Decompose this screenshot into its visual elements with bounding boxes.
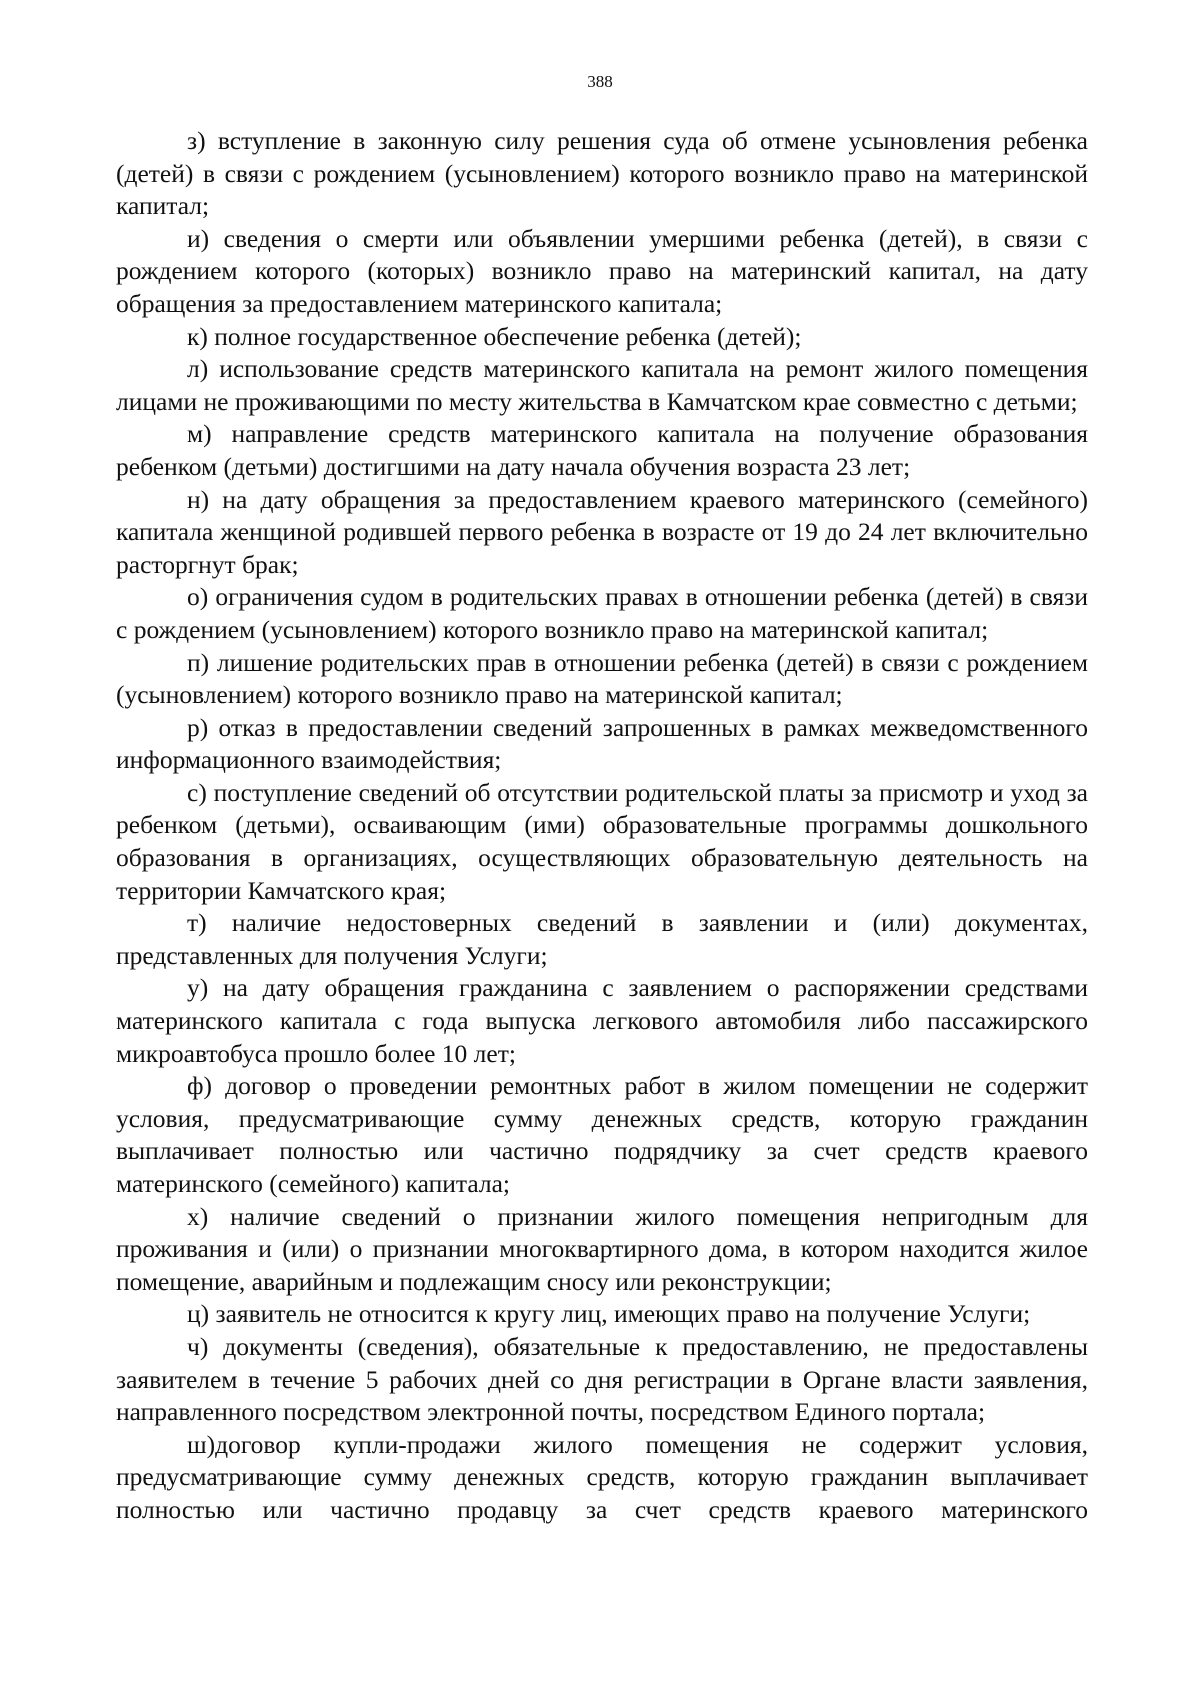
page-number: 388 bbox=[587, 72, 613, 91]
paragraph-o: о) ограничения судом в родительских правах в отношении ребенка (детей) в связи с рождением (усыновлением) которого возникло право на материнской капитал; bbox=[116, 582, 1088, 644]
document-body bbox=[116, 125, 1088, 1527]
paragraph-f: ф) договор о проведении ремонтных работ в жилом помещении не содержит условия, предусматривающие сумму денежных средств, которую гражданин выплачивает полностью или частично подрядчику за счет средств краевого материнского (семейного) капитала; bbox=[116, 1071, 1088, 1198]
paragraph-sh: ш)договор купли-продажи жилого помещения не содержит условия, предусматривающие сумму денежных средств, которую гражданин выплачивает полностью или частично продавцу за счет средств краевого материнского bbox=[116, 1429, 1088, 1524]
paragraph-ch: ч) документы (сведения), обязательные к предоставлению, не предоставлены заявителем в течение 5 рабочих дней со дня регистрации в Органе власти заявления, направленного посредством электронной почты, посредством Единого портала; bbox=[116, 1331, 1088, 1427]
paragraph-ts: ц) заявитель не относится к кругу лиц, имеющих право на получение Услуги; bbox=[187, 1299, 1031, 1329]
paragraph-t: т) наличие недостоверных сведений в заявлении и (или) документах, представленных для получения Услуги; bbox=[116, 908, 1088, 970]
paragraph-i: и) сведения о смерти или объявлении умершими ребенка (детей), в связи с рождением которого (которых) возникло право на материнский капитал, на дату обращения за предоставлением материнского капитала; bbox=[116, 223, 1088, 318]
paragraph-s: с) поступление сведений об отсутствии родительской платы за присмотр и уход за ребенком (детьми), осваивающим (ими) образовательные программы дошкольного образования в организациях, осуществляющих образовательную деятельность на территории Камчатского края; bbox=[116, 777, 1088, 905]
paragraph-k: к) полное государственное обеспечение ребенка (детей); bbox=[187, 321, 802, 351]
paragraph-n: н) на дату обращения за предоставлением краевого материнского (семейного) капитала женщиной родившей первого ребенка в возрасте от 19 до 24 лет включительно расторгнут брак; bbox=[116, 484, 1088, 579]
paragraph-u: у) на дату обращения гражданина с заявлением о распоряжении средствами материнского капитала с года выпуска легкового автомобиля либо пассажирского микроавтобуса прошло более 10 лет; bbox=[116, 973, 1088, 1068]
paragraph-z: з) вступление в законную силу решения суда об отмене усыновления ребенка (детей) в связи с рождением (усыновлением) которого возникло право на материнской капитал; bbox=[116, 126, 1088, 221]
paragraph-r: р) отказ в предоставлении сведений запрошенных в рамках межведомственного информационного взаимодействия; bbox=[116, 712, 1088, 775]
paragraph-m: м) направление средств материнского капитала на получение образования ребенком (детьми) достигшими на дату начала обучения возраста 23 лет; bbox=[116, 419, 1088, 481]
paragraph-p: п) лишение родительских прав в отношении ребенка (детей) в связи с рождением (усыновлением) которого возникло право на материнской капитал; bbox=[116, 647, 1088, 710]
paragraph-l: л) использование средств материнского капитала на ремонт жилого помещения лицами не проживающими по месту жительства в Камчатском крае совместно с детьми; bbox=[116, 354, 1088, 416]
paragraph-kh: х) наличие сведений о признании жилого помещения непригодным для проживания и (или) о признании многоквартирного дома, в котором находится жилое помещение, аварийным и подлежащим сносу или реконструкции; bbox=[116, 1201, 1088, 1296]
